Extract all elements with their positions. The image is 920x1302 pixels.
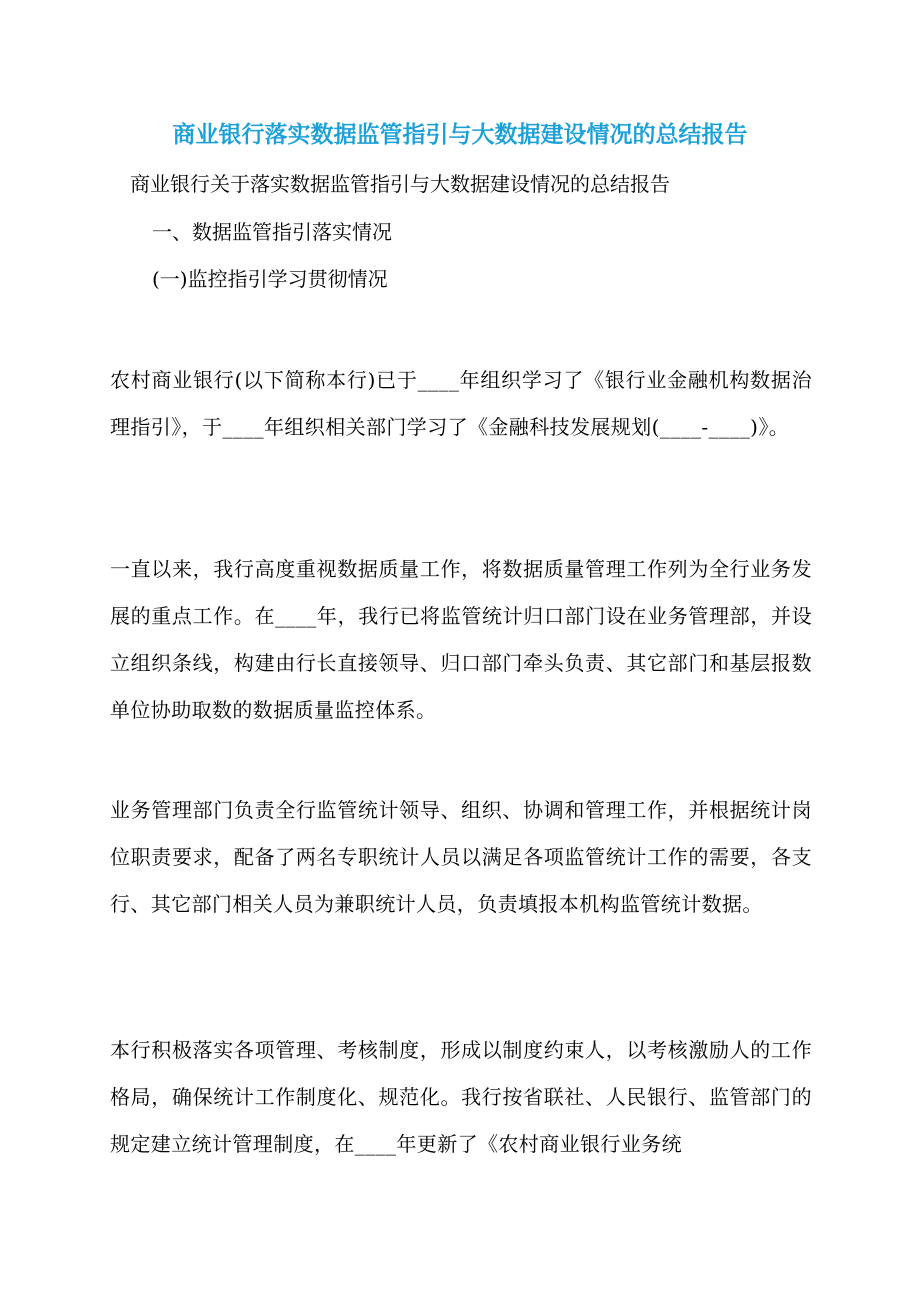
body-paragraph: 一直以来，我行高度重视数据质量工作，将数据质量管理工作列为全行业务发展的重点工作。在____年，我行已将监管统计归口部门设在业务管理部，并设立组织条线，构建由行长直接领导、归口部门牵头负责、其它部门和基层报数单位协助取数的数据质量监控体系。 — [110, 557, 812, 722]
body-paragraph: 农村商业银行(以下简称本行)已于____年组织学习了《银行业金融机构数据治理指引》，于____年组织相关部门学习了《金融科技发展规划(____-____)》。 — [110, 368, 812, 439]
subsection-heading: (一)监控指引学习贯彻情况 — [152, 267, 388, 291]
body-paragraph: 业务管理部门负责全行监管统计领导、组织、协调和管理工作，并根据统计岗位职责要求，配备了两名专职统计人员以满足各项监管统计工作的需要，各支行、其它部门相关人员为兼职统计人员，负责填报本机构监管统计数据。 — [110, 798, 812, 916]
document-title: 商业银行落实数据监管指引与大数据建设情况的总结报告 — [172, 121, 748, 148]
document-subtitle: 商业银行关于落实数据监管指引与大数据建设情况的总结报告 — [130, 172, 670, 196]
body-paragraph: 本行积极落实各项管理、考核制度，形成以制度约束人，以考核激励人的工作格局，确保统计工作制度化、规范化。我行按省联社、人民银行、监管部门的规定建立统计管理制度，在____年更新了《农村商业银行业务统 — [110, 1038, 812, 1156]
section-heading: 一、数据监管指引落实情况 — [152, 220, 392, 244]
